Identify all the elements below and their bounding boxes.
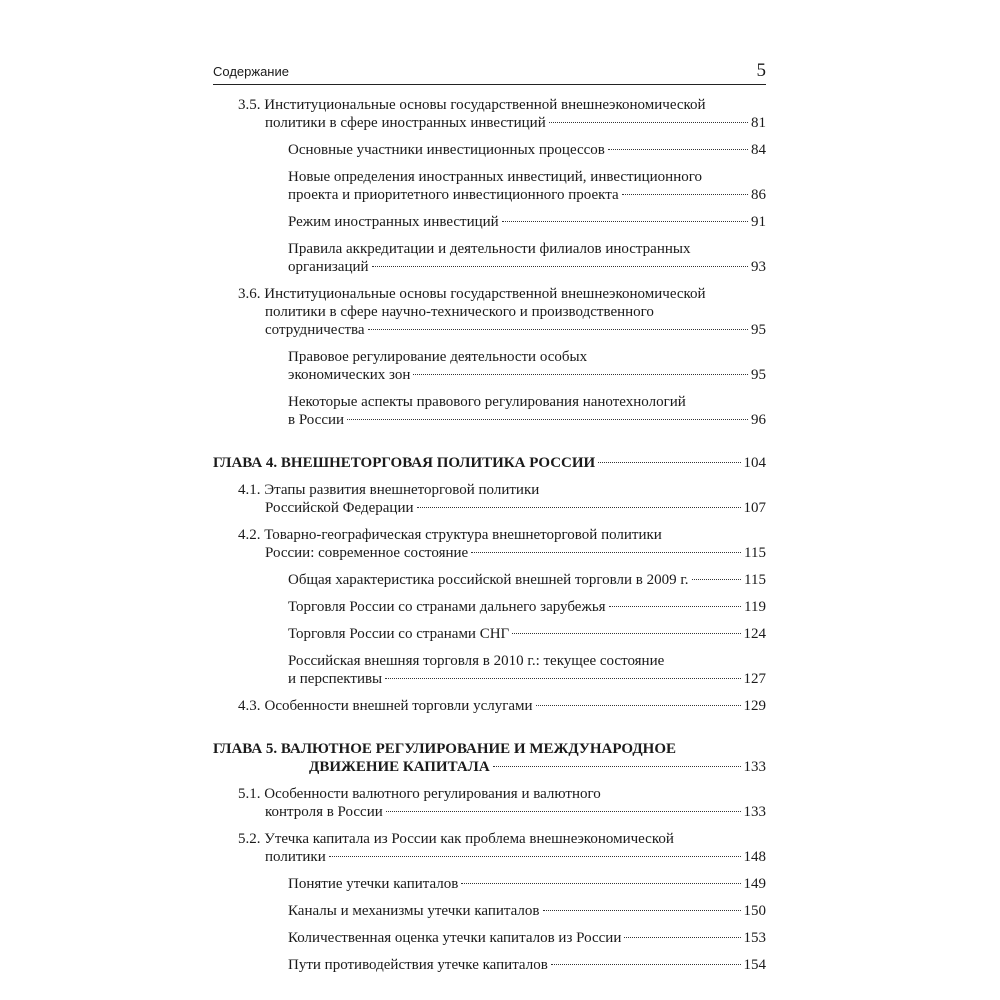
dot-leader bbox=[385, 678, 740, 679]
toc-title-line: и перспективы bbox=[288, 671, 383, 687]
toc-entry-3-5-b[interactable] bbox=[213, 168, 766, 204]
dot-leader bbox=[512, 633, 740, 634]
dot-leader bbox=[347, 419, 748, 420]
toc-page: 127 bbox=[743, 671, 766, 687]
toc-number: 5.2. bbox=[238, 831, 261, 847]
toc-number: 4.2. bbox=[238, 527, 261, 543]
toc-title-line: Некоторые аспекты правового регулирования нанотехнологий bbox=[288, 394, 686, 410]
dot-leader bbox=[368, 329, 748, 330]
dot-leader bbox=[461, 883, 740, 884]
toc-title: Особенности внешней торговли услугами bbox=[264, 698, 533, 714]
toc-title-line: Новые определения иностранных инвестиций, инвестиционного bbox=[288, 169, 703, 185]
chapter-title: ГЛАВА 4. ВНЕШНЕТОРГОВАЯ ПОЛИТИКА РОССИИ bbox=[213, 455, 596, 471]
toc-page: 115 bbox=[744, 572, 766, 588]
toc-title-line: Российской Федерации bbox=[265, 500, 414, 516]
toc-entry-4-3[interactable] bbox=[213, 697, 766, 715]
toc-entry-3-6-b[interactable] bbox=[213, 393, 766, 429]
toc-title-line: политики bbox=[265, 849, 326, 865]
toc-title-line: организаций bbox=[288, 259, 369, 275]
toc-page: 104 bbox=[743, 455, 766, 471]
toc-page: 119 bbox=[744, 599, 766, 615]
toc-page: 86 bbox=[751, 187, 766, 203]
toc-page: 93 bbox=[751, 259, 766, 275]
toc-title-line: Институциональные основы государственной внешнеэкономической bbox=[264, 97, 706, 113]
toc-entry-5-2-b[interactable] bbox=[213, 902, 766, 920]
toc-title: Режим иностранных инвестиций bbox=[288, 214, 499, 230]
toc-page: 150 bbox=[743, 903, 766, 919]
dot-leader bbox=[549, 122, 748, 123]
toc-chapter-4[interactable] bbox=[213, 454, 766, 472]
dot-leader bbox=[417, 507, 741, 508]
toc-page: 133 bbox=[743, 804, 766, 820]
dot-leader bbox=[609, 606, 741, 607]
dot-leader bbox=[372, 266, 748, 267]
toc-number: 5.1. bbox=[238, 786, 261, 802]
dot-leader bbox=[543, 910, 741, 911]
toc-entry-4-2-a[interactable] bbox=[213, 571, 766, 589]
toc-entry-4-2-d[interactable] bbox=[213, 652, 766, 688]
toc-page: 129 bbox=[743, 698, 766, 714]
toc-entry-5-2-a[interactable] bbox=[213, 875, 766, 893]
dot-leader bbox=[502, 221, 748, 222]
chapter-title-line: ДВИЖЕНИЕ КАПИТАЛА bbox=[309, 759, 490, 775]
toc-title: Основные участники инвестиционных процессов bbox=[288, 142, 605, 158]
toc-entry-5-2[interactable] bbox=[213, 830, 766, 866]
toc-page: 107 bbox=[743, 500, 766, 516]
toc-title-line: Товарно-географическая структура внешнеторговой политики bbox=[264, 527, 662, 543]
toc-page: 95 bbox=[751, 367, 766, 383]
toc-title: Торговля России со странами СНГ bbox=[288, 626, 510, 642]
toc-title: Общая характеристика российской внешней торговли в 2009 г. bbox=[288, 572, 689, 588]
toc-page: 133 bbox=[743, 759, 766, 775]
toc-page: 154 bbox=[743, 957, 766, 973]
toc-page: 149 bbox=[743, 876, 766, 892]
toc-title-line: проекта и приоритетного инвестиционного проекта bbox=[288, 187, 619, 203]
toc-page: 96 bbox=[751, 412, 766, 428]
dot-leader bbox=[692, 579, 742, 580]
toc-title-line: в России bbox=[288, 412, 345, 428]
toc-page: 81 bbox=[751, 115, 766, 131]
dot-leader bbox=[536, 705, 741, 706]
toc-number: 3.5. bbox=[238, 97, 261, 113]
dot-leader bbox=[493, 766, 741, 767]
toc-number: 4.1. bbox=[238, 482, 261, 498]
dot-leader bbox=[551, 964, 741, 965]
toc-title-line: Институциональные основы государственной внешнеэкономической bbox=[264, 286, 706, 302]
running-head-title: Содержание bbox=[213, 64, 289, 79]
toc-title-line: Российская внешняя торговля в 2010 г.: текущее состояние bbox=[288, 653, 665, 669]
toc-title: Торговля России со странами дальнего зарубежья bbox=[288, 599, 606, 615]
dot-leader bbox=[608, 149, 748, 150]
toc-title-line: политики в сфере иностранных инвестиций bbox=[265, 115, 546, 131]
toc-title: Понятие утечки капиталов bbox=[288, 876, 459, 892]
toc-title-line: Утечка капитала из России как проблема внешнеэкономической bbox=[264, 831, 674, 847]
toc-title-line: Особенности валютного регулирования и валютного bbox=[264, 786, 601, 802]
toc-title-line: контроля в России bbox=[265, 804, 383, 820]
dot-leader bbox=[598, 462, 740, 463]
toc-title: Пути противодействия утечке капиталов bbox=[288, 957, 548, 973]
toc-title-line: политики в сфере научно-технического и производственного bbox=[265, 304, 654, 320]
toc-entry-4-2-b[interactable] bbox=[213, 598, 766, 616]
toc-title: Количественная оценка утечки капиталов из России bbox=[288, 930, 622, 946]
toc-page: 84 bbox=[751, 142, 766, 158]
toc-title-line: России: современное состояние bbox=[265, 545, 469, 561]
toc-entry-4-2-c[interactable] bbox=[213, 625, 766, 643]
toc-number: 3.6. bbox=[238, 286, 261, 302]
toc-entry-5-2-d[interactable] bbox=[213, 956, 766, 974]
dot-leader bbox=[413, 374, 748, 375]
toc-page: 115 bbox=[744, 545, 766, 561]
chapter-gap bbox=[213, 724, 766, 731]
toc-page: 124 bbox=[743, 626, 766, 642]
toc-entry-3-6[interactable] bbox=[213, 285, 766, 339]
toc-title-line: Этапы развития внешнеторговой политики bbox=[264, 482, 540, 498]
dot-leader bbox=[471, 552, 741, 553]
toc-number: 4.3. bbox=[238, 698, 261, 714]
toc-page: 91 bbox=[751, 214, 766, 230]
toc-entry-3-5-d[interactable] bbox=[213, 240, 766, 276]
running-head bbox=[213, 62, 766, 85]
toc-entry-5-2-c[interactable] bbox=[213, 929, 766, 947]
toc-entry-4-1[interactable] bbox=[213, 481, 766, 517]
dot-leader bbox=[329, 856, 741, 857]
toc-page: 148 bbox=[743, 849, 766, 865]
toc-title-line: Правовое регулирование деятельности особых bbox=[288, 349, 588, 365]
toc-entry-5-1[interactable] bbox=[213, 785, 766, 821]
dot-leader bbox=[386, 811, 741, 812]
toc-page: 95 bbox=[751, 322, 766, 338]
toc-title-line: сотрудничества bbox=[265, 322, 365, 338]
chapter-title-line: ГЛАВА 5. ВАЛЮТНОЕ РЕГУЛИРОВАНИЕ И МЕЖДУНАРОДНОЕ bbox=[213, 741, 677, 757]
toc-title-line: экономических зон bbox=[288, 367, 411, 383]
toc-page: 153 bbox=[743, 930, 766, 946]
dot-leader bbox=[622, 194, 748, 195]
toc-entry-3-5[interactable] bbox=[213, 96, 766, 132]
table-of-contents bbox=[213, 96, 766, 983]
toc-entry-4-2[interactable] bbox=[213, 526, 766, 562]
toc-title-line: Правила аккредитации и деятельности филиалов иностранных bbox=[288, 241, 691, 257]
toc-entry-3-5-a[interactable] bbox=[213, 141, 766, 159]
dot-leader bbox=[624, 937, 740, 938]
toc-entry-3-6-a[interactable] bbox=[213, 348, 766, 384]
page-number: 5 bbox=[756, 60, 766, 81]
chapter-gap bbox=[213, 438, 766, 445]
toc-title: Каналы и механизмы утечки капиталов bbox=[288, 903, 540, 919]
toc-entry-3-5-c[interactable] bbox=[213, 213, 766, 231]
toc-chapter-5[interactable] bbox=[213, 740, 766, 776]
